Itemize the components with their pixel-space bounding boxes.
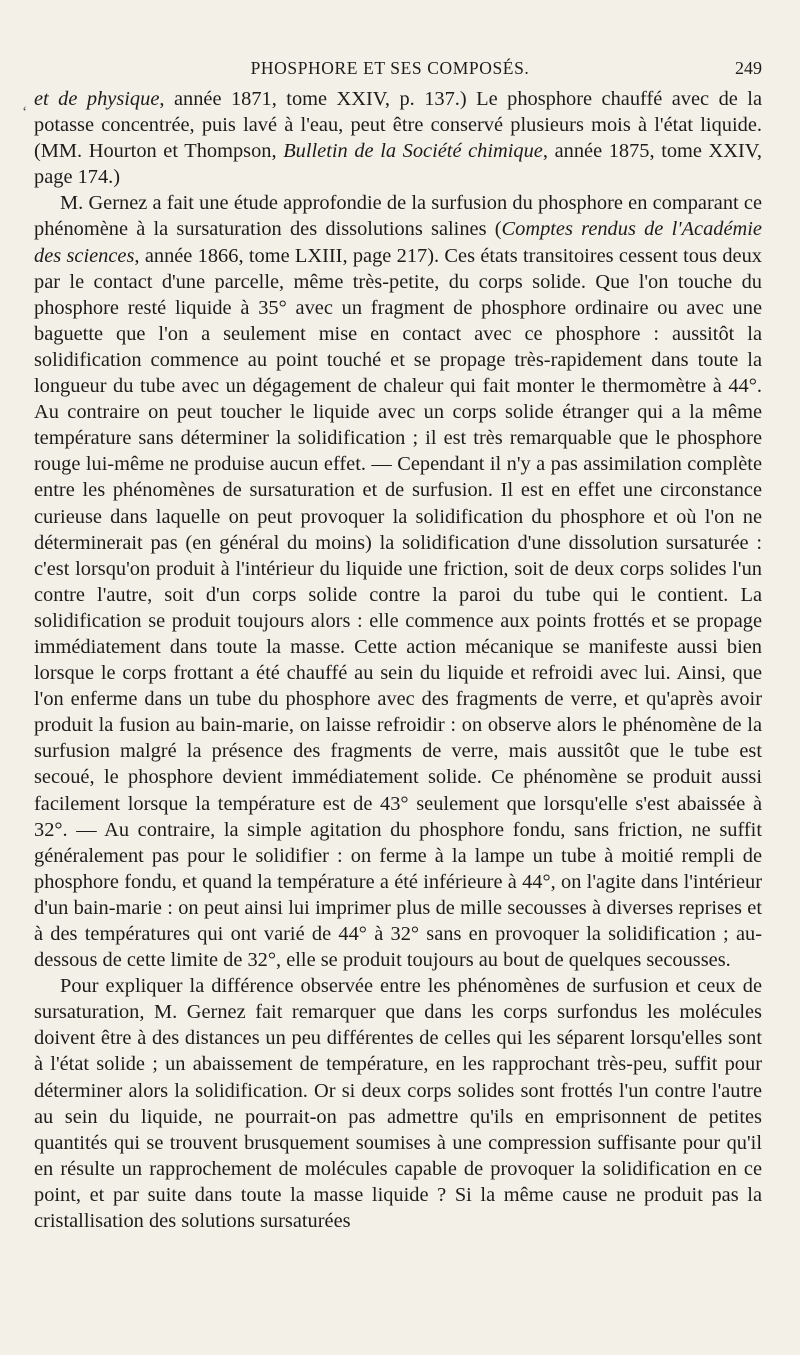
italic-citation: Comptes rendus de l'Académie des sciences — [34, 218, 762, 267]
body-text — [34, 86, 762, 1234]
page-header — [0, 56, 800, 84]
paragraph — [34, 86, 762, 190]
margin-speck: ʻ — [22, 104, 28, 121]
text-run: , année 1871, tome XXIV, p. 137.) Le phosphore chauffé avec de la potasse concentrée, puis lavé à l'eau, peut être conservé plusieurs mois à l'état liquide. (MM. Hourton et Thompson, — [34, 88, 763, 163]
paragraph — [34, 190, 762, 973]
text-run: , année 1866, tome LXIII, page 217). Ces états transitoires cessent tous deux par le contact d'une parcelle, même très-petite, du corps solide. Que l'on touche du phosphore resté liquide à 35° avec un fragment de phosphore ordinaire ou avec une baguette que l'on a seulement mise en contact avec ce phosphore : aussitôt la solidification commence au point touché et se propage très-rapidement dans toute la longueur du tube avec un dégagement de chaleur qui fait monter le thermomètre à 44°. Au contraire on peut toucher le liquide avec un corps solide étranger qui a la même température sans déterminer la solidification ; il est très remarquable que le phosphore rouge lui-même ne produise aucun effet. — Cependant il n'y a pas assimilation complète entre les phénomènes de sursaturation et de surfusion. Il est en effet une circonstance curieuse dans laquelle on peut provoquer la solidification du phosphore et où l'on ne déterminerait pas (en général du moins) la solidification d'une dissolution sursaturée : c'est lorsqu'on produit à l'intérieur du liquide une friction, soit de deux corps solides l'un contre l'autre, soit d'un corps solide contre la paroi du tube qui le contient. La solidification se produit toujours alors : elle commence aux points frottés et se propage immédiatement dans toute la masse. Cette action mécanique se manifeste aussi bien lorsque le corps frottant a été chauffé au sein du liquide et refroidi avec lui. Ainsi, que l'on enferme dans un tube du phosphore avec des fragments de verre, et qu'après avoir produit la fusion au bain-marie, on laisse refroidir : on observe alors le phénomène de la surfusion malgré la présence des fragments de verre, mais aussitôt que le tube est secoué, le phosphore devient immédiatement solide. Ce phénomène se produit aussi facilement lorsque la température est de 43° seulement que lorsqu'elle s'est abaissée à 32°. — Au contraire, la simple agitation du phosphore fondu, sans friction, ne suffit généralement pas pour le solidifier : on ferme à la lampe un tube à moitié rempli de phosphore fondu, et quand la température a été inférieure à 44°, on l'agite dans l'intérieur d'un bain-marie : on peut ainsi lui imprimer plus de mille secousses à diverses reprises et à des températures qui ont varié de 44° à 32° sans en provoquer la solidification ; au-dessous de cette limite de 32°, elle se produit toujours au bout de quelques secousses. — [34, 244, 762, 972]
text-run: Pour expliquer la différence observée entre les phénomènes de surfusion et ceux de sursaturation, M. Gernez fait remarquer que dans les corps surfondus les molécules doivent être à des distances un peu différentes de celles qui les séparent lorsqu'elles sont à l'état solide ; un abaissement de température, en les rapprochant très-peu, suffit pour déterminer alors la solidification. Or si deux corps solides sont frottés l'un contre l'autre au sein du liquide, ne pourrait-on pas admettre qu'ils en emprisonnent de petites quantités qui se trouvent brusquement soumises à une compression suffisante pour qu'il en résulte un rapprochement de molécules capable de provoquer la solidification en ce point, et par suite dans toute la masse liquide ? Si la même cause ne produit pas la cristallisation des solutions sursaturées — [34, 975, 762, 1233]
italic-citation: et de physique — [34, 88, 160, 110]
page-number: 249 — [735, 58, 762, 78]
running-title: PHOSPHORE ET SES COMPOSÉS. — [250, 58, 530, 78]
text-run: , année 1875, tome XXIV, page 174.) — [34, 140, 762, 189]
italic-citation: Bulletin de la Société chimique — [283, 140, 543, 163]
text-run: M. Gernez a fait une étude approfondie de la surfusion du phosphore en comparant ce phénomène à la sursaturation des dissolutions salines ( — [34, 192, 762, 241]
paragraph — [34, 973, 762, 1234]
